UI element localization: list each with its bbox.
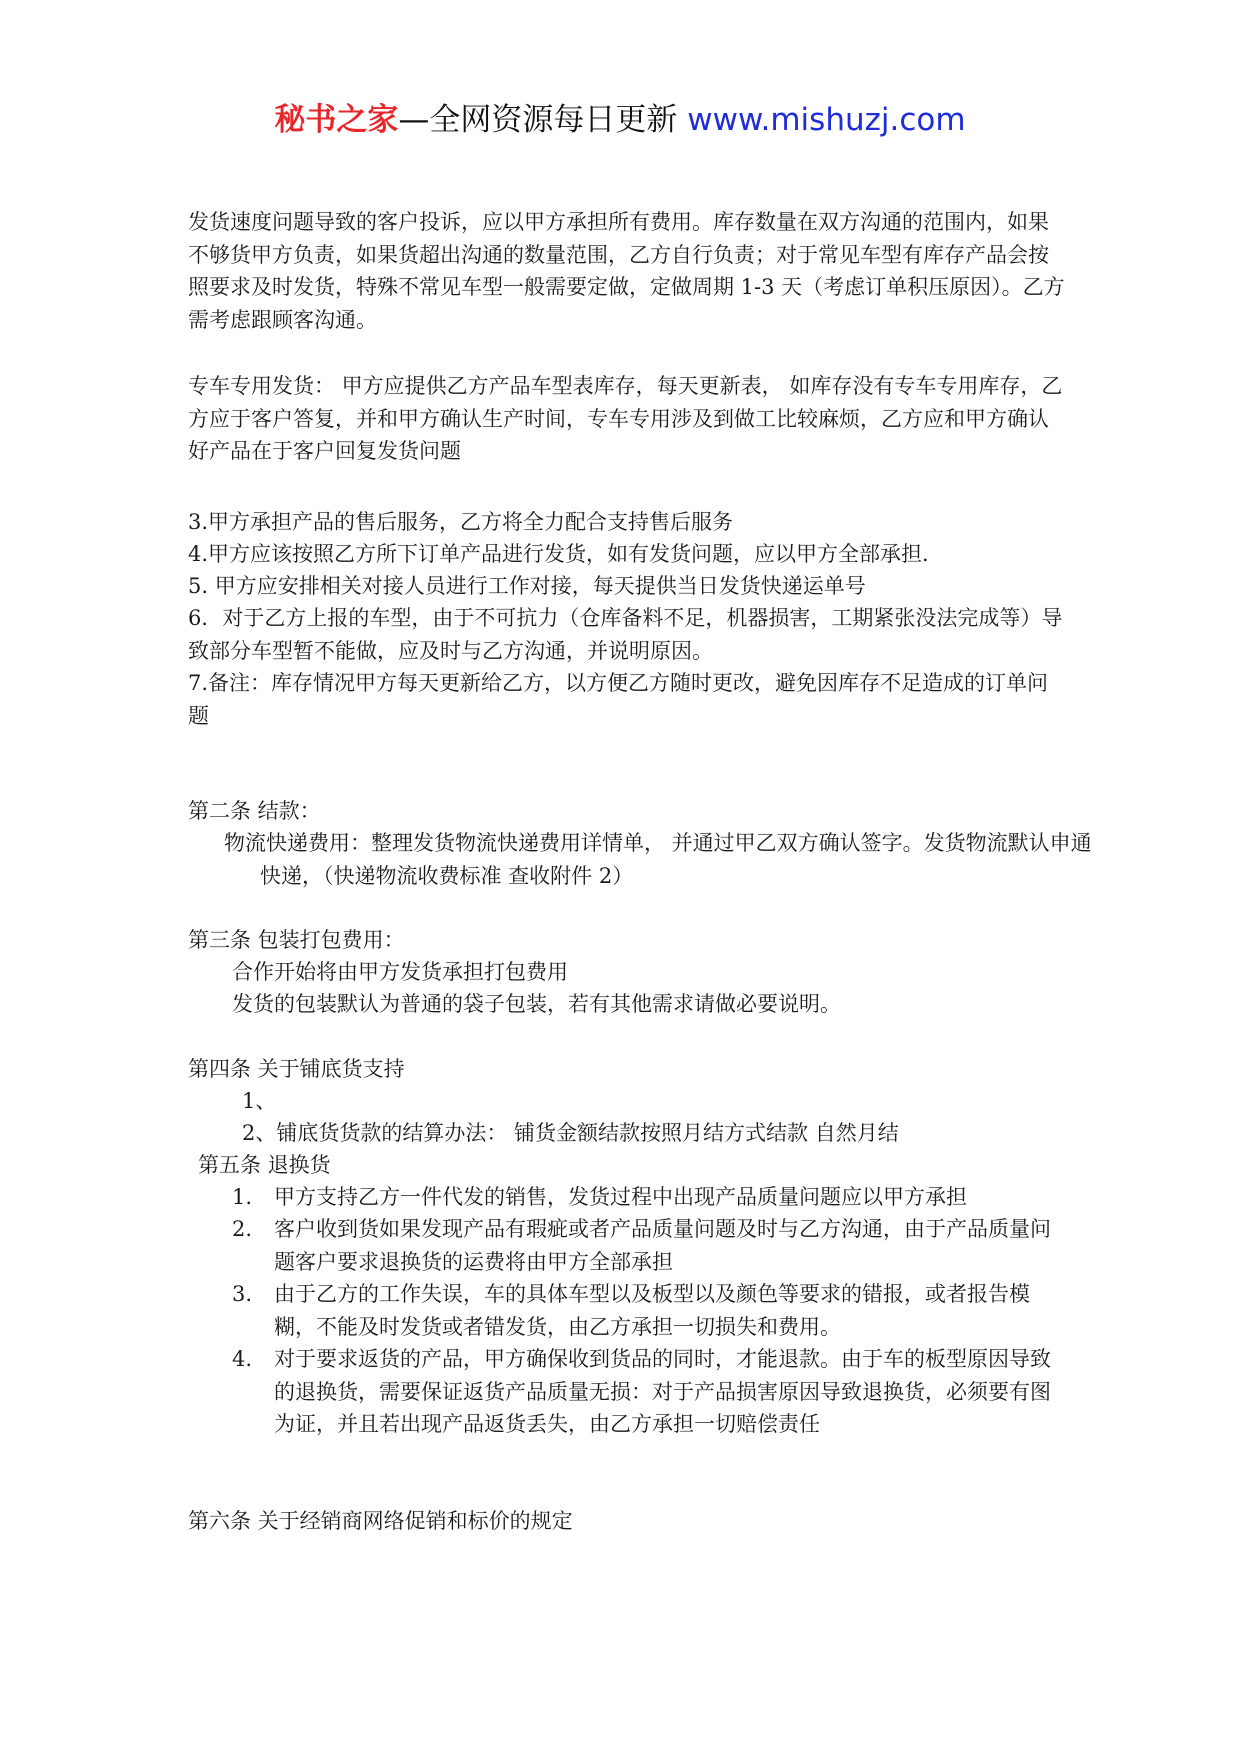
article-5-item-2-number: 2. <box>232 1217 253 1241</box>
list-item-6: 6．对于乙方上报的车型，由于不可抗力（仓库备料不足，机器损害，工期紧张没法完成等）导致部分车型暂不能做，应及时与乙方沟通，并说明原因。 <box>188 606 1063 663</box>
list-item-5: 5. 甲方应安排相关对接人员进行工作对接，每天提供当日发货快递运单号 <box>188 574 866 598</box>
article-5-item-3: 由于乙方的工作失误，车的具体车型以及板型以及颜色等要求的错报，或者报告模糊，不能及时发货或者错发货，由乙方承担一切损失和费用。 <box>274 1282 1030 1339</box>
article-5-item-1: 甲方支持乙方一件代发的销售，发货过程中出现产品质量问题应以甲方承担 <box>274 1185 967 1209</box>
article-3-line-2: 发货的包装默认为普通的袋子包装，若有其他需求请做必要说明。 <box>232 992 841 1016</box>
article-5-item-4-number: 4. <box>232 1347 253 1371</box>
paragraph-delivery-complaints: 发货速度问题导致的客户投诉，应以甲方承担所有费用。库存数量在双方沟通的范围内，如果不够货甲方负责，如果货超出沟通的数量范围，乙方自行负责；对于常见车型有库存产品会按照要求及时发货，特殊不常见车型一般需要定做，定做周期 1-3 天（考虑订单积压原因）。乙方需考虑跟顾客沟通。 <box>188 210 1065 332</box>
article-4-item-2: 2、铺底货货款的结算办法： 铺货金额结款按照月结方式结款 自然月结 <box>242 1121 899 1145</box>
article-2-text: 物流快递费用：整理发货物流快递费用详情单， 并通过甲乙双方确认签字。发货物流默认申通快递，（快递物流收费标准 查收附件 2） <box>224 831 1092 888</box>
header-url-link[interactable]: www.mishuzj.com <box>687 102 966 138</box>
article-4-title: 第四条 关于铺底货支持 <box>188 1057 405 1081</box>
article-5-title: 第五条 退换货 <box>198 1153 331 1177</box>
article-2-title: 第二条 结款： <box>188 799 321 823</box>
article-4-item-1: 1、 <box>242 1089 277 1113</box>
page-header <box>0 100 1240 140</box>
article-3-title: 第三条 包装打包费用： <box>188 928 405 952</box>
article-5-item-3-number: 3. <box>232 1282 253 1306</box>
paragraph-special-delivery: 专车专用发货： 甲方应提供乙方产品车型表库存，每天更新表， 如库存没有专车专用库存，乙方应于客户答复，并和甲方确认生产时间，专车专用涉及到做工比较麻烦，乙方应和甲方确认好产品在于客户回复发货问题 <box>188 374 1063 463</box>
article-3-line-1: 合作开始将由甲方发货承担打包费用 <box>232 960 568 984</box>
article-5-item-1-number: 1. <box>232 1185 253 1209</box>
article-5-item-2: 客户收到货如果发现产品有瑕疵或者产品质量问题及时与乙方沟通，由于产品质量问题客户要求退换货的运费将由甲方全部承担 <box>274 1217 1051 1274</box>
list-item-4: 4.甲方应该按照乙方所下订单产品进行发货，如有发货问题，应以甲方全部承担. <box>188 542 929 566</box>
header-brand: 秘书之家 <box>274 102 399 138</box>
article-6-title: 第六条 关于经销商网络促销和标价的规定 <box>188 1509 573 1533</box>
header-slogan: —全网资源每日更新 <box>398 102 678 138</box>
list-item-3: 3.甲方承担产品的售后服务，乙方将全力配合支持售后服务 <box>188 510 734 534</box>
list-item-7: 7.备注：库存情况甲方每天更新给乙方，以方便乙方随时更改，避免因库存不足造成的订单问题 <box>188 671 1049 728</box>
article-5-item-4: 对于要求返货的产品，甲方确保收到货品的同时，才能退款。由于车的板型原因导致的退换货，需要保证返货产品质量无损：对于产品损害原因导致退换货，必须要有图为证，并且若出现产品返货丢失，由乙方承担一切赔偿责任 <box>274 1347 1051 1436</box>
